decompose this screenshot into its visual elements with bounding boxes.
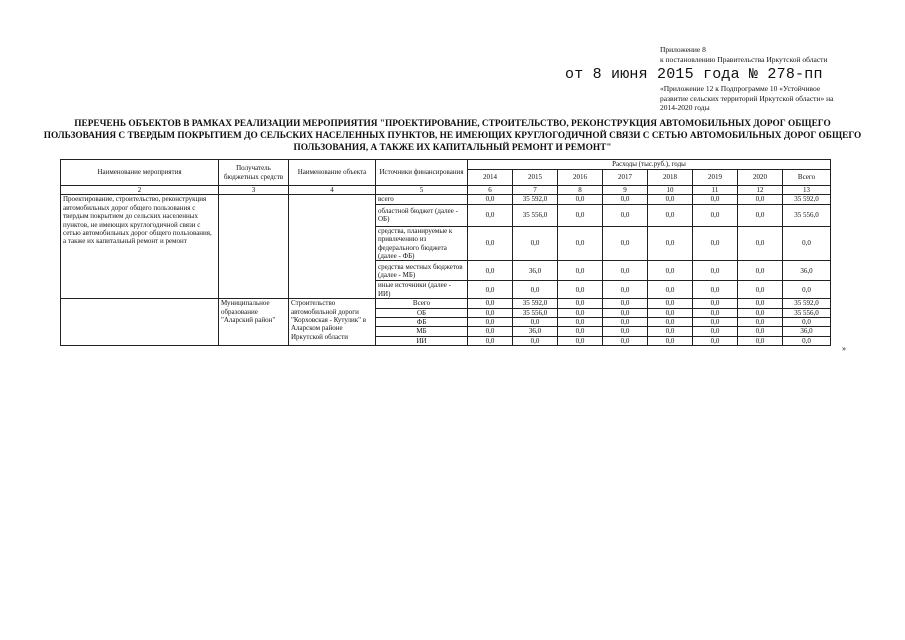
value-cell: 35 592,0	[513, 299, 558, 308]
column-number: 9	[603, 186, 648, 195]
value-cell: 0,0	[783, 226, 831, 261]
column-number: 10	[648, 186, 693, 195]
value-cell: 0,0	[468, 204, 513, 226]
appendix-line-1: Приложение 8	[660, 45, 706, 54]
value-cell: 0,0	[648, 318, 693, 327]
header-expenses: Расходы (тыс.руб.), годы	[468, 160, 831, 170]
value-cell: 0,0	[603, 299, 648, 308]
header-year: 2019	[693, 170, 738, 186]
value-cell: 0,0	[468, 195, 513, 204]
value-cell: 0,0	[693, 308, 738, 317]
value-cell: 0,0	[603, 195, 648, 204]
value-cell: 35 556,0	[783, 308, 831, 317]
header-year: Всего	[783, 170, 831, 186]
measure-recipient-empty	[219, 195, 289, 299]
value-cell: 0,0	[558, 327, 603, 336]
value-cell: 0,0	[558, 281, 603, 299]
funding-source: МБ	[376, 327, 468, 336]
value-cell: 0,0	[468, 327, 513, 336]
value-cell: 0,0	[648, 327, 693, 336]
header-sources: Источники финансирования	[376, 160, 468, 186]
value-cell: 0,0	[513, 336, 558, 345]
value-cell: 0,0	[648, 204, 693, 226]
value-cell: 0,0	[693, 261, 738, 281]
resolution-date: от 8 июня 2015 года № 278-пп	[565, 66, 823, 83]
value-cell: 36,0	[513, 327, 558, 336]
value-cell: 0,0	[648, 195, 693, 204]
header-year: 2014	[468, 170, 513, 186]
column-number: 3	[219, 186, 289, 195]
column-number: 12	[738, 186, 783, 195]
value-cell: 0,0	[603, 281, 648, 299]
value-cell: 0,0	[558, 261, 603, 281]
value-cell: 0,0	[738, 336, 783, 345]
header-measure: Наименование мероприятия	[61, 160, 219, 186]
value-cell: 0,0	[603, 226, 648, 261]
value-cell: 0,0	[603, 327, 648, 336]
funding-source: ФБ	[376, 318, 468, 327]
appendix-note: «Приложение 12 к Подпрограмме 10 «Устойчивое развитие сельских территорий Иркутской области» на 2014-2020 годы	[660, 84, 834, 112]
value-cell: 0,0	[738, 327, 783, 336]
value-cell: 0,0	[603, 204, 648, 226]
value-cell: 35 592,0	[783, 195, 831, 204]
table-row	[61, 195, 831, 204]
header-year: 2018	[648, 170, 693, 186]
value-cell: 0,0	[513, 226, 558, 261]
value-cell: 0,0	[558, 195, 603, 204]
funding-source: ОБ	[376, 308, 468, 317]
object-measure-empty	[61, 299, 219, 346]
object-name: Строительство автомобильной дороги "Корховская - Кутулик" в Аларском районе Иркутской области	[289, 299, 376, 346]
column-number: 8	[558, 186, 603, 195]
value-cell: 35 592,0	[783, 299, 831, 308]
value-cell: 0,0	[738, 299, 783, 308]
value-cell: 0,0	[558, 336, 603, 345]
column-number: 2	[61, 186, 219, 195]
funding-source: средства местных бюджетов (далее - МБ)	[376, 261, 468, 281]
value-cell: 0,0	[693, 195, 738, 204]
value-cell: 0,0	[603, 336, 648, 345]
value-cell: 0,0	[738, 204, 783, 226]
value-cell: 0,0	[603, 261, 648, 281]
measure-object-empty	[289, 195, 376, 299]
value-cell: 35 556,0	[513, 308, 558, 317]
value-cell: 0,0	[468, 261, 513, 281]
column-number: 7	[513, 186, 558, 195]
value-cell: 0,0	[558, 204, 603, 226]
funding-source: иные источники (далее - ИИ)	[376, 281, 468, 299]
value-cell: 0,0	[693, 299, 738, 308]
value-cell: 0,0	[783, 336, 831, 345]
column-number: 13	[783, 186, 831, 195]
header-year: 2016	[558, 170, 603, 186]
value-cell: 0,0	[738, 261, 783, 281]
value-cell: 0,0	[603, 308, 648, 317]
value-cell: 0,0	[738, 195, 783, 204]
appendix-line-2: к постановлению Правительства Иркутской области	[660, 54, 828, 64]
value-cell: 0,0	[558, 318, 603, 327]
value-cell: 0,0	[648, 308, 693, 317]
value-cell: 0,0	[558, 226, 603, 261]
funding-source: Всего	[376, 299, 468, 308]
value-cell: 0,0	[693, 318, 738, 327]
value-cell: 0,0	[693, 327, 738, 336]
value-cell: 36,0	[513, 261, 558, 281]
value-cell: 35 592,0	[513, 195, 558, 204]
header-object: Наименование объекта	[289, 160, 376, 186]
funding-source: средства, планируемые к привлечению из федерального бюджета (далее - ФБ)	[376, 226, 468, 261]
header-year: 2020	[738, 170, 783, 186]
value-cell: 0,0	[693, 226, 738, 261]
value-cell: 0,0	[693, 204, 738, 226]
value-cell: 0,0	[693, 336, 738, 345]
value-cell: 0,0	[513, 318, 558, 327]
column-number: 6	[468, 186, 513, 195]
value-cell: 0,0	[468, 336, 513, 345]
value-cell: 0,0	[468, 308, 513, 317]
column-number: 4	[289, 186, 376, 195]
value-cell: 0,0	[468, 318, 513, 327]
value-cell: 0,0	[738, 281, 783, 299]
value-cell: 0,0	[693, 281, 738, 299]
value-cell: 0,0	[648, 226, 693, 261]
value-cell: 35 556,0	[513, 204, 558, 226]
value-cell: 0,0	[468, 281, 513, 299]
value-cell: 0,0	[783, 281, 831, 299]
value-cell: 0,0	[558, 308, 603, 317]
value-cell: 35 556,0	[783, 204, 831, 226]
value-cell: 0,0	[648, 299, 693, 308]
funding-source: всего	[376, 195, 468, 204]
value-cell: 0,0	[513, 281, 558, 299]
table-row	[61, 299, 831, 308]
funding-source: ИИ	[376, 336, 468, 345]
value-cell: 0,0	[468, 299, 513, 308]
value-cell: 0,0	[738, 226, 783, 261]
value-cell: 36,0	[783, 327, 831, 336]
funding-source: областной бюджет (далее - ОБ)	[376, 204, 468, 226]
value-cell: 0,0	[648, 261, 693, 281]
column-number: 5	[376, 186, 468, 195]
value-cell: 0,0	[738, 318, 783, 327]
value-cell: 0,0	[558, 299, 603, 308]
header-year: 2017	[603, 170, 648, 186]
header-year: 2015	[513, 170, 558, 186]
measure-name: Проектирование, строительство, реконструкция автомобильных дорог общего пользования с твердым покрытием до сельских населенных пунктов, не имеющих круглогодичной связи с сетью автомобильных дорог общего пользования, а также их капитальный ремонт и ремонт	[61, 195, 219, 299]
closing-quote: »	[842, 344, 846, 353]
objects-table	[60, 159, 831, 346]
value-cell: 36,0	[783, 261, 831, 281]
value-cell: 0,0	[648, 336, 693, 345]
value-cell: 0,0	[603, 318, 648, 327]
value-cell: 0,0	[648, 281, 693, 299]
column-number: 11	[693, 186, 738, 195]
value-cell: 0,0	[468, 226, 513, 261]
document-title: ПЕРЕЧЕНЬ ОБЪЕКТОВ В РАМКАХ РЕАЛИЗАЦИИ МЕРОПРИЯТИЯ "ПРОЕКТИРОВАНИЕ, СТРОИТЕЛЬСТВО, РЕКОНСТРУКЦИЯ АВТОМОБИЛЬНЫХ ДОРОГ ОБЩЕГО ПОЛЬЗОВАНИЯ С ТВЕРДЫМ ПОКРЫТИЕМ ДО СЕЛЬСКИХ НАСЕЛЕННЫХ ПУНКТОВ, НЕ ИМЕЮЩИХ КРУГЛОГОДИЧНОЙ СВЯЗИ С СЕТЬЮ АВТОМОБИЛЬНЫХ ДОРОГ ОБЩЕГО ПОЛЬЗОВАНИЯ, А ТАКЖЕ ИХ КАПИТАЛЬНЫЙ РЕМОНТ И РЕМОНТ"	[43, 119, 862, 153]
object-recipient: Муниципальное образование "Аларский район"	[219, 299, 289, 346]
value-cell: 0,0	[738, 308, 783, 317]
appendix-header	[660, 45, 905, 64]
value-cell: 0,0	[783, 318, 831, 327]
header-recipient: Получатель бюджетных средств	[219, 160, 289, 186]
